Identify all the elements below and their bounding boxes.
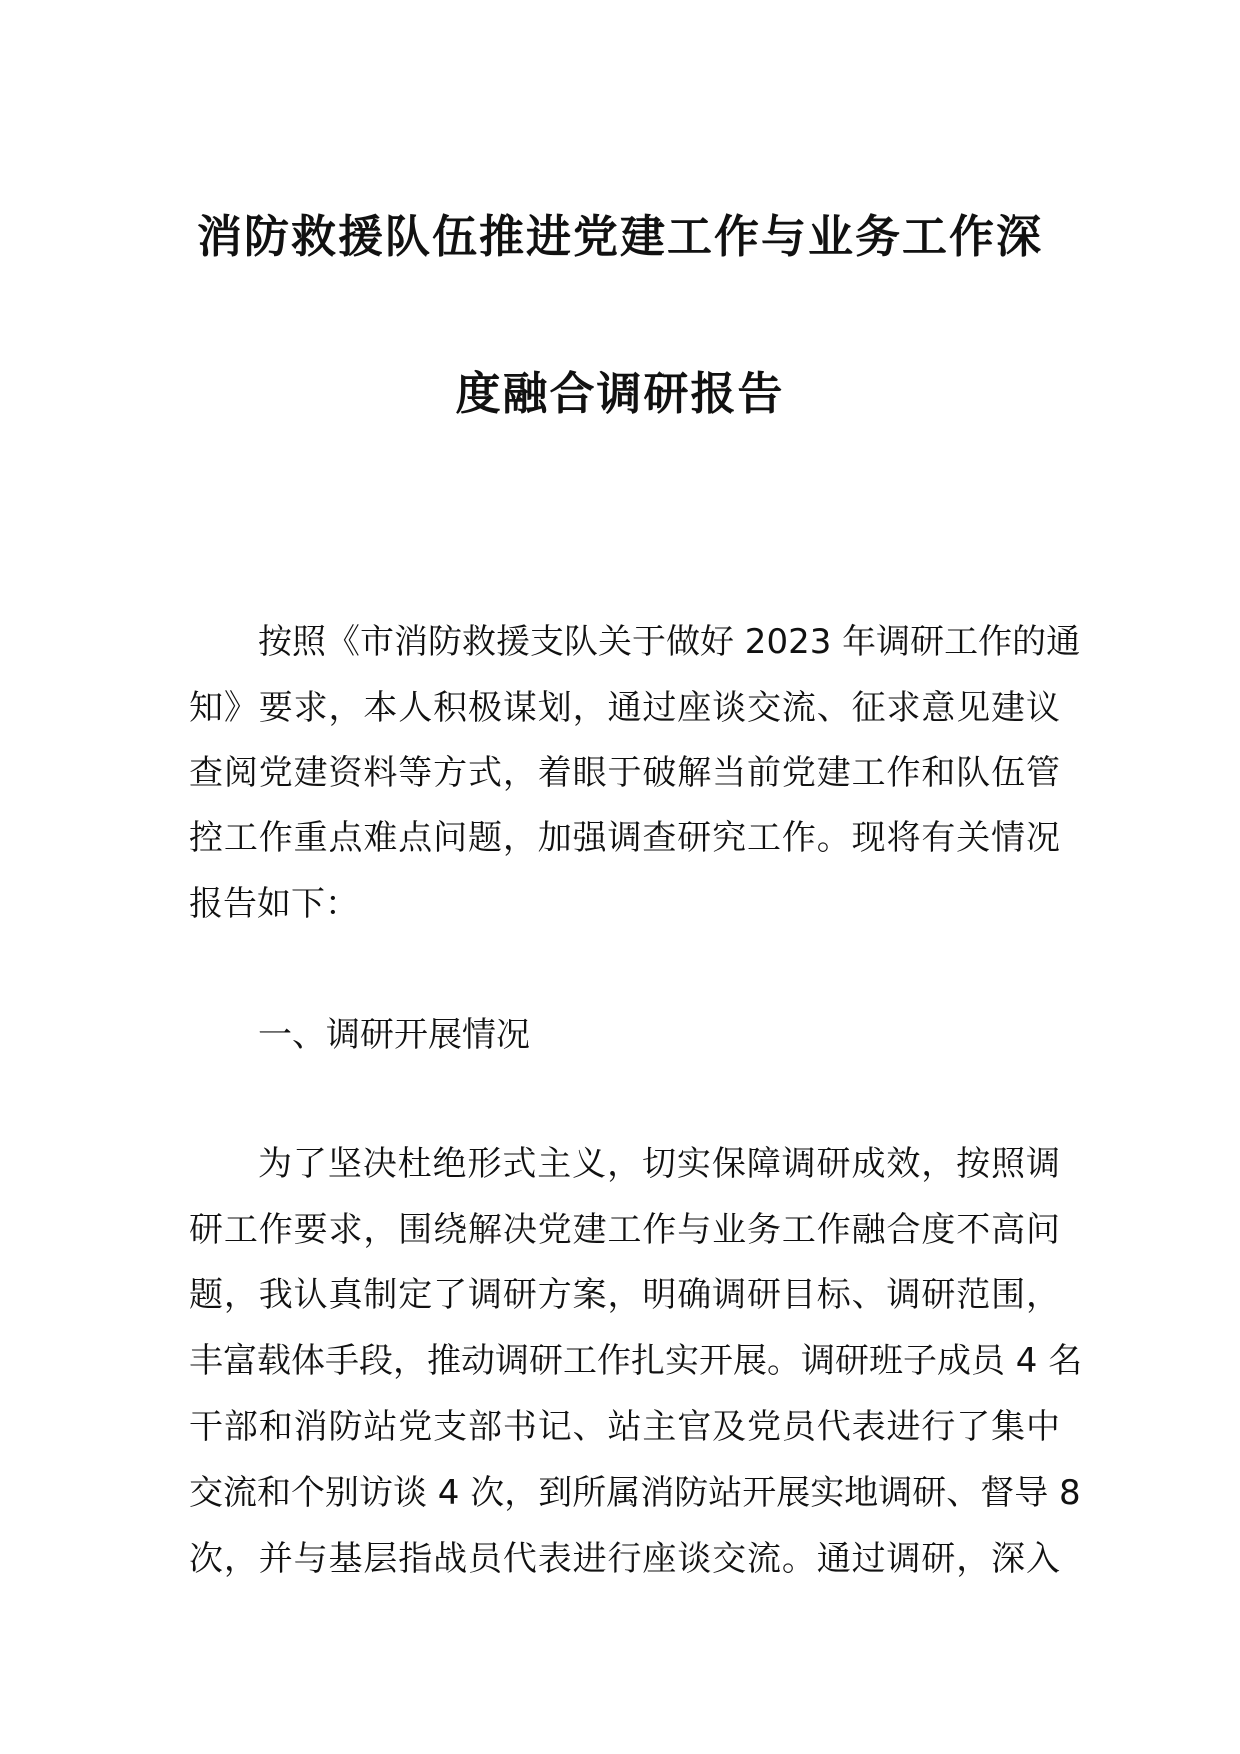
document-title-line-1: 消防救援队伍推进党建工作与业务工作深	[196, 210, 1043, 263]
document-title-line-2: 度融合调研报告	[455, 367, 785, 420]
paragraph-line: 研工作要求，围绕解决党建工作与业务工作融合度不高问	[189, 1210, 1060, 1250]
section-heading: 一、调研开展情况	[258, 1015, 530, 1055]
paragraph-line: 知》要求，本人积极谋划，通过座谈交流、征求意见建议	[189, 688, 1060, 728]
paragraph-line: 题，我认真制定了调研方案，明确调研目标、调研范围，	[189, 1275, 1060, 1315]
paragraph-line: 干部和消防站党支部书记、站主官及党员代表进行了集中	[189, 1407, 1060, 1447]
paragraph-line: 交流和个别访谈 4 次，到所属消防站开展实地调研、督导 8	[189, 1473, 1081, 1513]
paragraph-line: 次，并与基层指战员代表进行座谈交流。通过调研，深入	[189, 1539, 1060, 1579]
paragraph-line: 按照《市消防救援支队关于做好 2023 年调研工作的通	[258, 622, 1081, 662]
paragraph-line: 丰富载体手段，推动调研工作扎实开展。调研班子成员 4 名	[189, 1341, 1083, 1381]
paragraph-line: 报告如下：	[189, 884, 359, 924]
paragraph-line: 控工作重点难点问题，加强调查研究工作。现将有关情况	[189, 818, 1060, 858]
paragraph-line: 查阅党建资料等方式，着眼于破解当前党建工作和队伍管	[189, 753, 1060, 793]
paragraph-line: 为了坚决杜绝形式主义，切实保障调研成效，按照调	[258, 1144, 1060, 1184]
